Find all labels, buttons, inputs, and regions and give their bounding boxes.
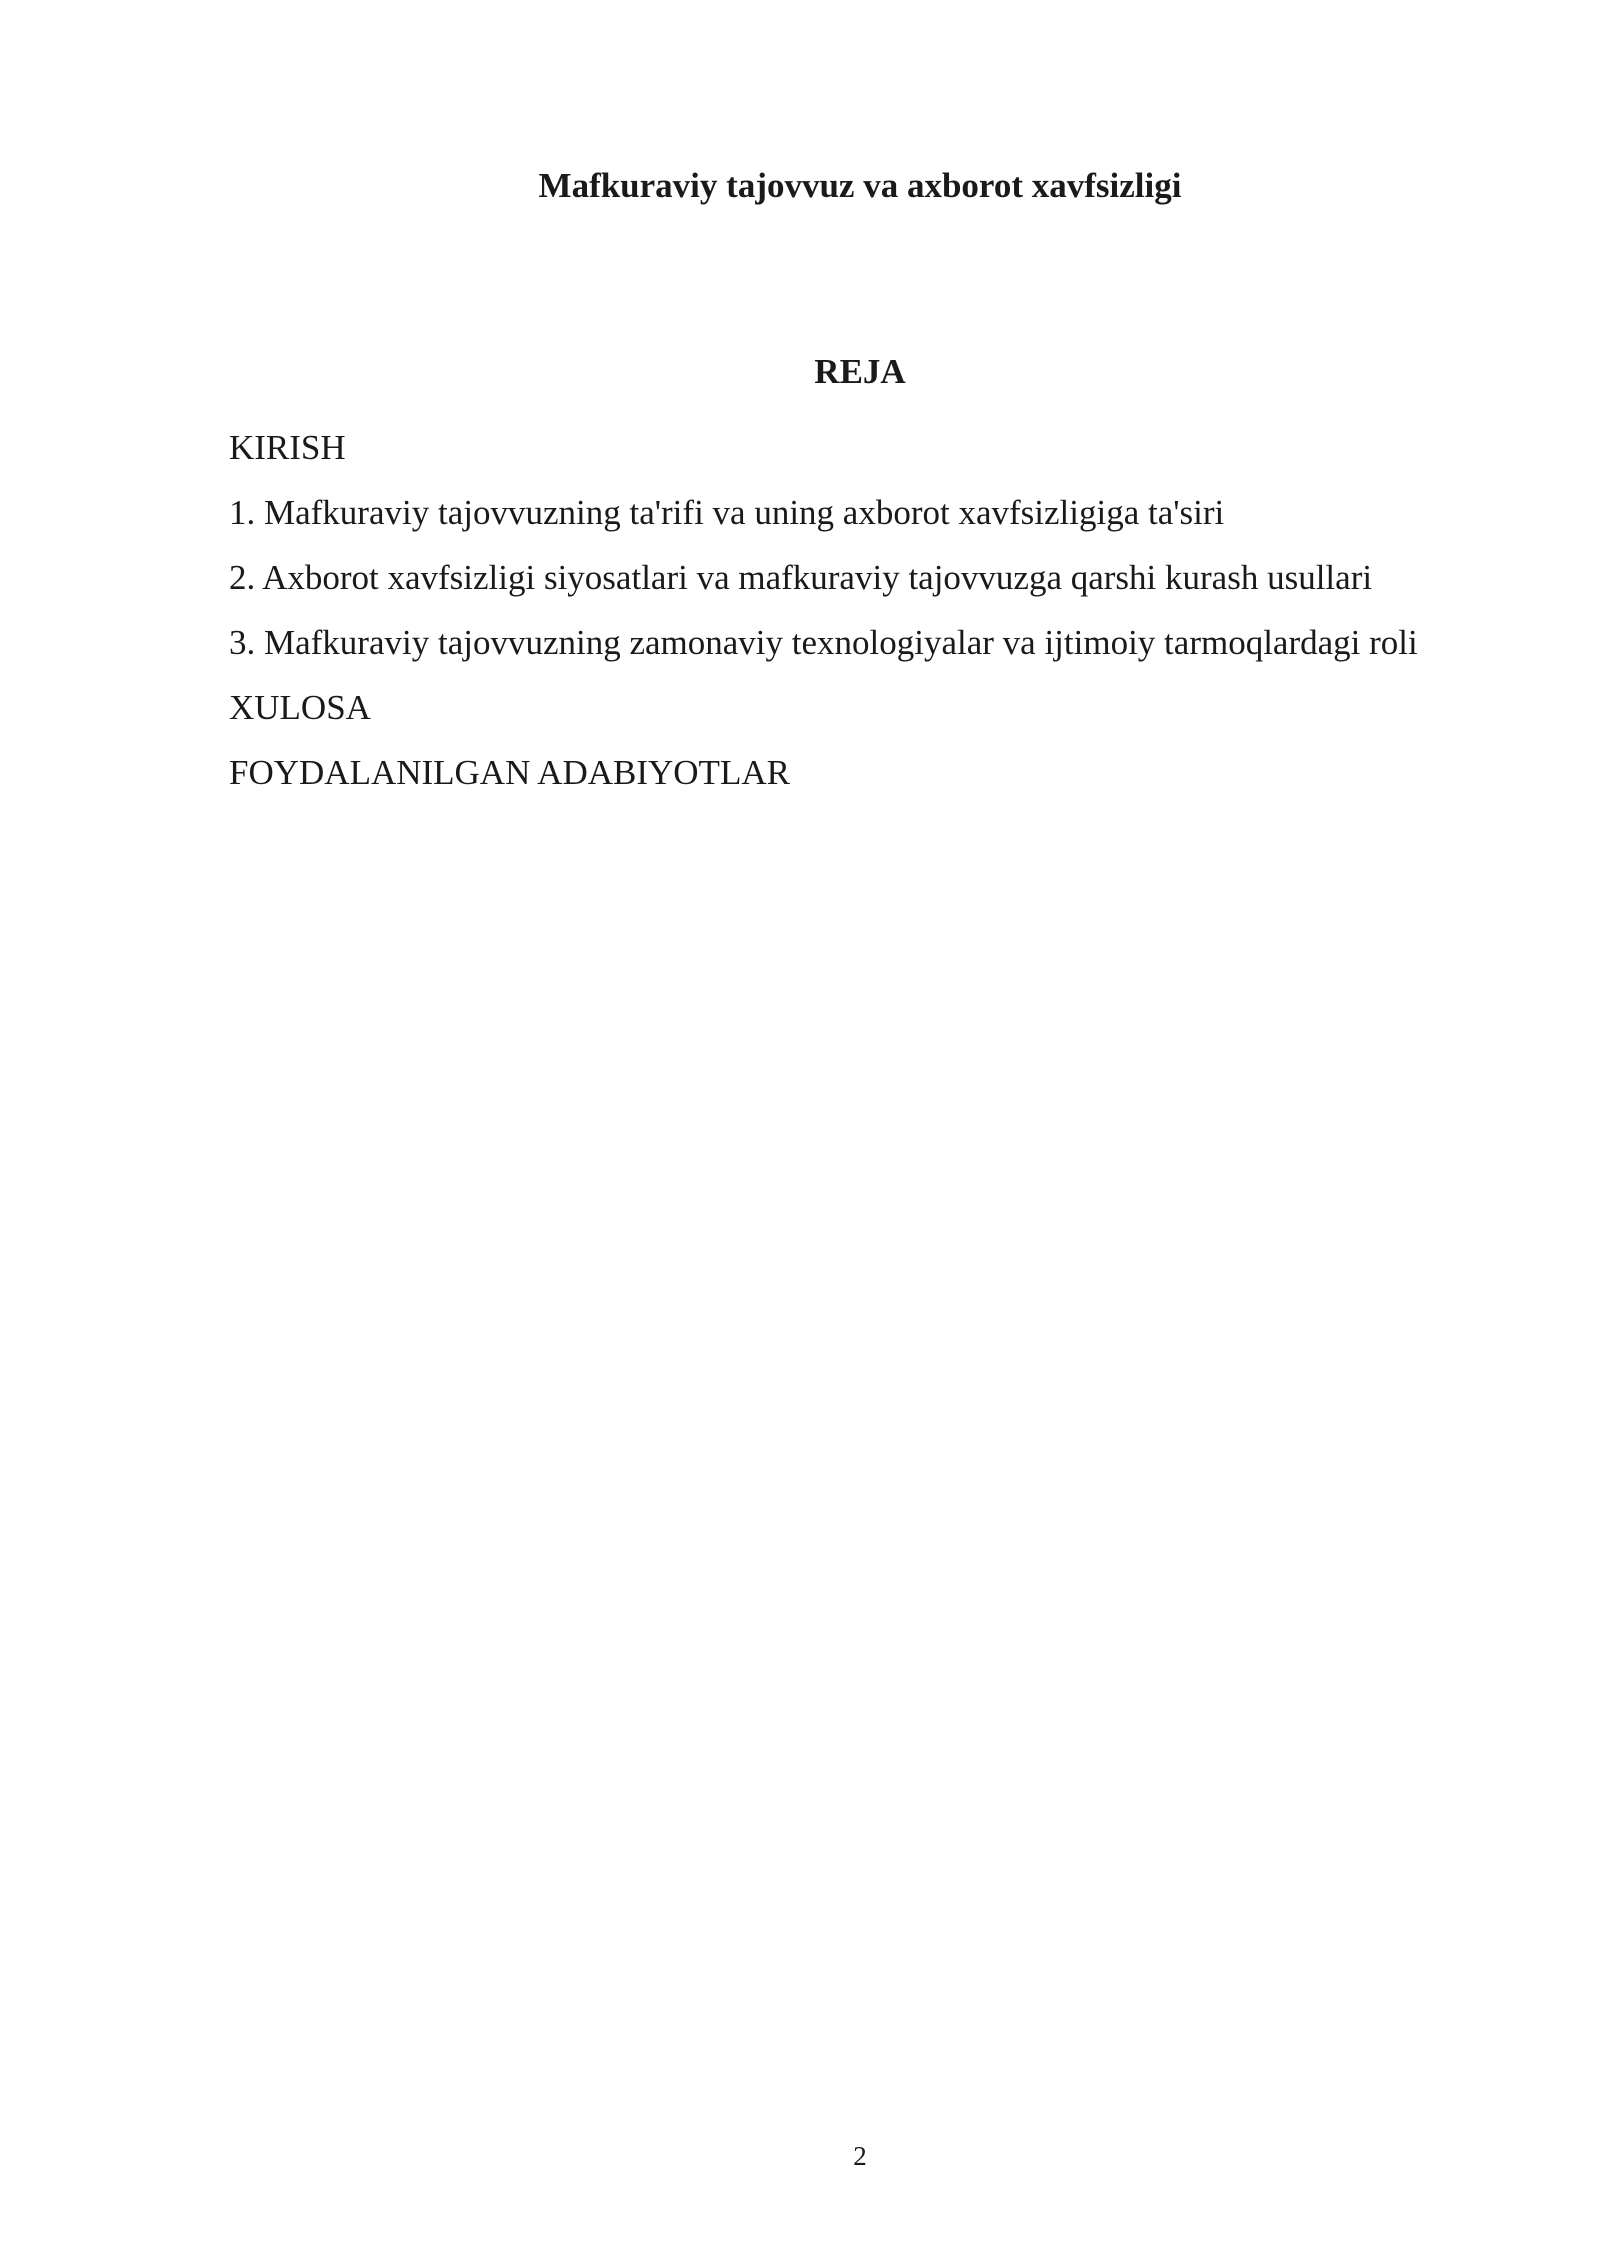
document-title: Mafkuraviy tajovvuz va axborot xavfsizligi	[538, 166, 1182, 205]
plan-item-3: 3. Mafkuraviy tajovvuzning zamonaviy texnologiyalar va ijtimoiy tarmoqlardagi roli	[229, 623, 1418, 662]
plan-item-references: FOYDALANILGAN ADABIYOTLAR	[229, 753, 790, 792]
plan-item-2: 2. Axborot xavfsizligi siyosatlari va mafkuraviy tajovvuzga qarshi kurash usullari	[229, 558, 1373, 597]
page-number: 2	[853, 2141, 867, 2171]
plan-item-conclusion: XULOSA	[229, 688, 371, 727]
plan-item-introduction: KIRISH	[229, 428, 346, 467]
plan-item-1: 1. Mafkuraviy tajovvuzning ta'rifi va uning axborot xavfsizligiga ta'siri	[229, 493, 1225, 532]
plan-list	[229, 420, 1469, 810]
plan-heading: REJA	[814, 352, 906, 391]
